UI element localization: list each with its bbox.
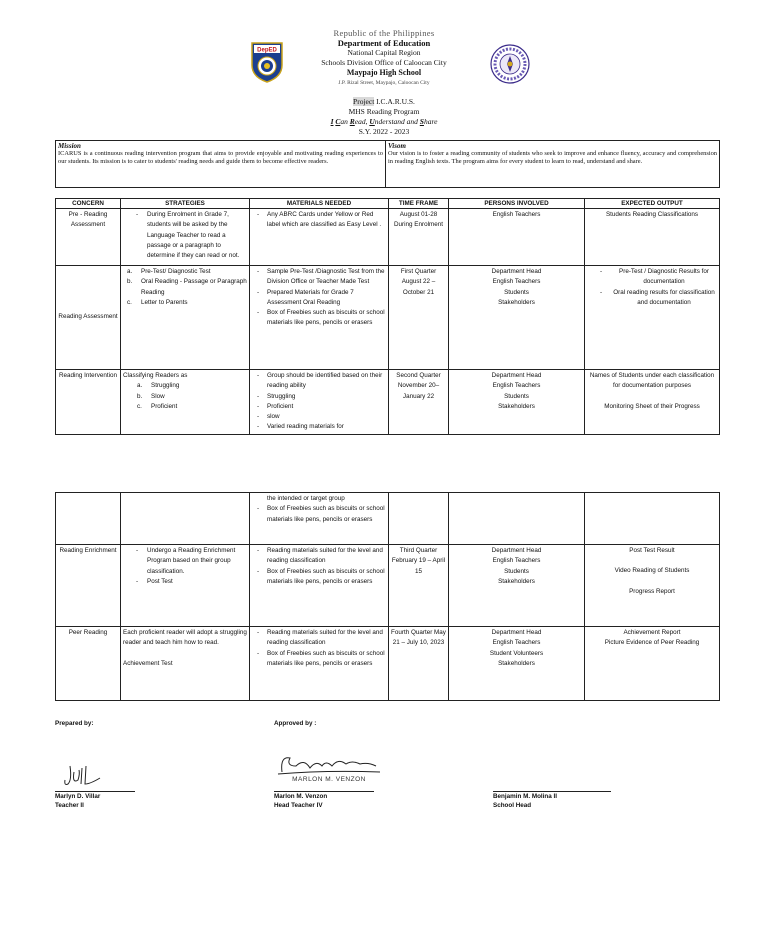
- materials-cell: - Any ABRC Cards under Yellow or Red label which are classified as Easy Level .: [250, 209, 389, 266]
- document-header: [0, 28, 768, 137]
- vision-cell: [386, 141, 720, 188]
- table-row: [56, 370, 720, 435]
- prepared-by-label: Prepared by:: [55, 720, 94, 727]
- persons-cell: Department Head English Teachers Student Volunteers Stakeholders: [449, 627, 585, 701]
- output-cell: Achievement Report Picture Evidence of Peer Reading: [585, 627, 720, 701]
- mission-cell: [56, 141, 386, 188]
- program-table-continued: [55, 492, 720, 701]
- header-strategies: STRATEGIES: [121, 199, 250, 209]
- table-row: [56, 493, 720, 545]
- strategies-cell: a. Pre-Test/ Diagnostic Test b. Oral Reading - Passage or Paragraph Reading c. Letter to Parents: [121, 266, 250, 370]
- persons-cell: Department Head English Teachers Students Stakeholders: [449, 266, 585, 370]
- materials-cell: - Group should be identified based on their reading ability - Struggling - Proficient - slow - Varied reading materials for: [250, 370, 389, 435]
- signature-venzon-icon: [276, 752, 382, 784]
- strategies-cell: - Undergo a Reading Enrichment Program based on their group classification. - Post Test: [121, 545, 250, 627]
- persons-cell: Department Head English Teachers Students Stakeholders: [449, 545, 585, 627]
- table-row: [56, 209, 720, 266]
- time-cell: [389, 493, 449, 545]
- vision-text: Our vision is to foster a reading community of students who seek to improve and enhance fluency, accuracy and comprehension in reading English texts. The program aims for every student to learn to read, understand and share.: [388, 150, 717, 165]
- address-line: J.P. Rizal Street, Maypajo, Caloocan City: [338, 80, 430, 86]
- school-line: Maypajo High School: [346, 68, 422, 77]
- division-line: Schools Division Office of Caloocan City: [321, 58, 447, 67]
- header-time-frame: TIME FRAME: [389, 199, 449, 209]
- deped-logo-text: DepED: [257, 47, 277, 54]
- output-cell: [585, 493, 720, 545]
- concern-cell: Reading Assessment: [56, 266, 121, 370]
- output-cell: Post Test Result Video Reading of Students Progress Report: [585, 545, 720, 627]
- strategies-cell: Classifying Readers as a. Struggling b. Slow c. Proficient: [121, 370, 250, 435]
- signer-molina: Benjamin M. Molina II School Head: [493, 793, 558, 809]
- persons-cell: [449, 493, 585, 545]
- header-output: EXPECTED OUTPUT: [585, 199, 720, 209]
- strategies-cell: [121, 493, 250, 545]
- concern-cell: Reading Enrichment: [56, 545, 121, 627]
- header-concern: CONCERN: [56, 199, 121, 209]
- republic-line: Republic of the Philippines: [333, 28, 435, 38]
- table-row: [56, 627, 720, 701]
- strategies-cell: - During Enrolment in Grade 7, students will be asked by the Language Teacher to read a passage or a paragraph to determine if they can read or not.: [121, 209, 250, 266]
- materials-cell: the intended or target group - Box of Freebies such as biscuits or school materials like pens, pencils or erasers: [250, 493, 389, 545]
- table-row: [56, 266, 720, 370]
- time-cell: August 01-28 During Enrolment: [389, 209, 449, 266]
- acronym-line: I Can Read, Understand and Share: [330, 117, 438, 126]
- approved-by-label: Approved by :: [274, 720, 317, 727]
- concern-cell: Pre - Reading Assessment: [56, 209, 121, 266]
- header-materials: MATERIALS NEEDED: [250, 199, 389, 209]
- output-cell: Students Reading Classifications: [585, 209, 720, 266]
- concern-cell: [56, 493, 121, 545]
- materials-cell: - Sample Pre-Test /Diagnostic Test from the Division Office or Teacher Made Test - Prepared Materials for Grade 7 Assessment Oral Reading - Box of Freebies such as biscuits or school materials like pens, pencils or erasers: [250, 266, 389, 370]
- vision-title: Visom: [388, 142, 406, 150]
- time-cell: Second Quarter November 20– January 22: [389, 370, 449, 435]
- school-year: S.Y. 2022 - 2023: [358, 127, 410, 136]
- output-cell: - Pre-Test / Diagnostic Results for documentation - Oral reading results for classification and documentation: [585, 266, 720, 370]
- concern-cell: Peer Reading: [56, 627, 121, 701]
- persons-cell: English Teachers: [449, 209, 585, 266]
- signature-stamp-text: MARLON M. VENZON: [292, 776, 366, 783]
- project-name: I.C.A.R.U.S.: [374, 97, 415, 106]
- deped-logo-icon: [249, 41, 285, 83]
- strategies-cell: Each proficient reader will adopt a struggling reader and teach him how to read. Achievement Test: [121, 627, 250, 701]
- time-cell: Third Quarter February 19 – April 15: [389, 545, 449, 627]
- mission-title: Mission: [58, 142, 81, 150]
- concern-cell: Reading Intervention: [56, 370, 121, 435]
- persons-cell: Department Head English Teachers Students Stakeholders: [449, 370, 585, 435]
- table-row: [56, 545, 720, 627]
- output-cell: Names of Students under each classification for documentation purposes Monitoring Sheet of their Progress: [585, 370, 720, 435]
- signature-villar-icon: [62, 762, 104, 790]
- signer-venzon: Marlon M. Venzon Head Teacher IV: [274, 793, 328, 809]
- time-cell: First Quarter August 22 – October 21: [389, 266, 449, 370]
- department-line: Department of Education: [337, 38, 431, 48]
- program-table: [55, 198, 720, 435]
- mission-text: ICARUS is a continuous reading intervention program that aims to provide enjoyable and motivating reading experiences to our students. Its mission is to cater to students' reading needs and guide them to become effective readers.: [58, 150, 383, 165]
- time-cell: Fourth Quarter May 21 – July 10, 2023: [389, 627, 449, 701]
- project-word: Project: [353, 97, 375, 106]
- materials-cell: - Reading materials suited for the level and reading classification - Box of Freebies such as biscuits or school materials like pens, pencils or erasers: [250, 627, 389, 701]
- signer-villar: Marlyn D. Villar Teacher II: [55, 793, 101, 809]
- division-seal-icon: [490, 44, 530, 84]
- mission-vision-table: [55, 140, 720, 188]
- materials-cell: - Reading materials suited for the level and reading classification - Box of Freebies such as biscuits or school materials like pens, pencils or erasers: [250, 545, 389, 627]
- header-persons: PERSONS INVOLVED: [449, 199, 585, 209]
- table-header-row: [56, 199, 720, 209]
- region-line: National Capital Region: [347, 48, 421, 57]
- program-line: MHS Reading Program: [348, 107, 420, 116]
- project-line: [0, 97, 768, 107]
